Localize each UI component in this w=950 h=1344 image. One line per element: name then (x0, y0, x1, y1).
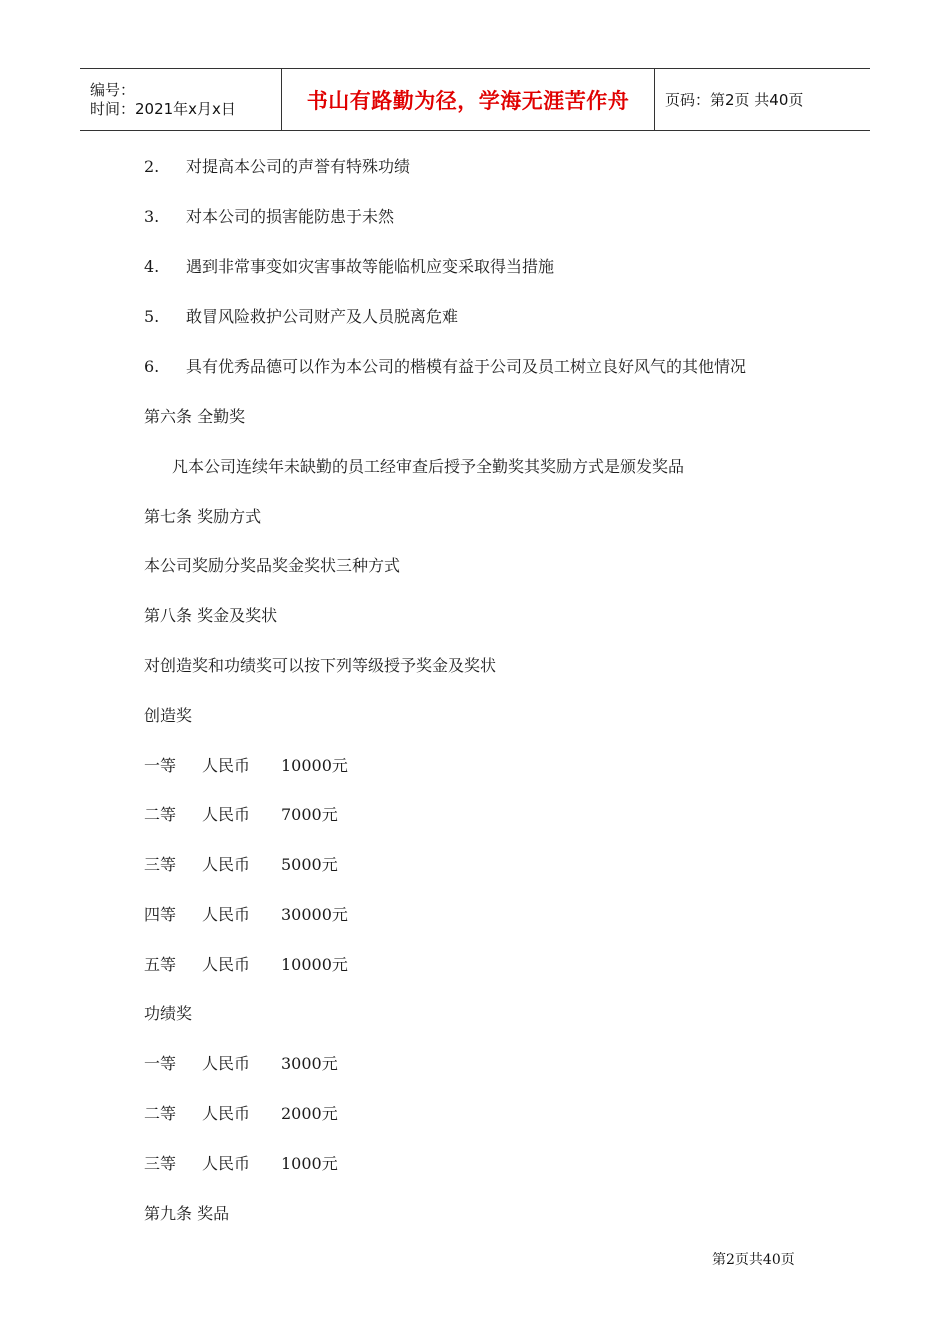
award-amount: 7000元 (281, 805, 338, 824)
award-row (144, 905, 348, 925)
list-item-number: 2. (144, 157, 160, 176)
header-page-label: 页码：第2页 共40页 (665, 91, 804, 109)
award-tier: 四等 (144, 905, 177, 924)
award-amount: 30000元 (281, 905, 348, 924)
list-item-text: 遇到非常事变如灾害事故等能临机应变采取得当措施 (186, 257, 555, 276)
award-amount: 2000元 (281, 1104, 338, 1123)
award-tier: 五等 (144, 955, 177, 974)
article6-title: 第六条 全勤奖 (144, 407, 246, 426)
list-item-text: 具有优秀品德可以作为本公司的楷模有益于公司及员工树立良好风气的其他情况 (186, 357, 747, 376)
list-item-number: 5. (144, 307, 160, 326)
article6-body: 凡本公司连续年未缺勤的员工经审查后授予全勤奖其奖励方式是颁发奖品 (172, 457, 685, 476)
list-item-number: 6. (144, 357, 160, 376)
number-label: 编号： (90, 80, 136, 99)
article7-title: 第七条 奖励方式 (144, 507, 262, 526)
award-amount: 10000元 (281, 955, 348, 974)
list-item-text: 敢冒风险救护公司财产及人员脱离危难 (186, 307, 459, 326)
award-amount: 1000元 (281, 1154, 338, 1173)
list-item (144, 357, 746, 377)
article9-title: 第九条 奖品 (144, 1204, 230, 1223)
article8-title: 第八条 奖金及奖状 (144, 606, 278, 625)
award-currency: 人民币 (202, 855, 251, 874)
award-currency: 人民币 (202, 1154, 251, 1173)
page-header (80, 68, 870, 131)
article7-body: 本公司奖励分奖品奖金奖状三种方式 (144, 556, 401, 575)
award-row (144, 855, 338, 875)
award-row (144, 1104, 338, 1124)
list-item (144, 257, 554, 277)
list-item-number: 4. (144, 257, 160, 276)
award-amount: 3000元 (281, 1054, 338, 1073)
header-motto: 书山有路勤为径，学海无涯苦作舟 (282, 69, 655, 130)
page-footer: 第2页共40页 (712, 1252, 795, 1268)
header-meta (80, 69, 282, 130)
time-label: 时间：2021年x月x日 (90, 99, 236, 118)
award-tier: 三等 (144, 1154, 177, 1173)
list-item-text: 对本公司的损害能防患于未然 (186, 207, 395, 226)
award-amount: 10000元 (281, 756, 348, 775)
award-currency: 人民币 (202, 955, 251, 974)
award-tier: 二等 (144, 805, 177, 824)
award-tier: 一等 (144, 756, 177, 775)
list-item (144, 307, 458, 327)
award-currency: 人民币 (202, 1104, 251, 1123)
award-row (144, 756, 348, 776)
list-item (144, 207, 394, 227)
award-row (144, 805, 338, 825)
award-row (144, 1054, 338, 1074)
award-currency: 人民币 (202, 905, 251, 924)
merit-award-title: 功绩奖 (144, 1004, 193, 1023)
creation-award-title: 创造奖 (144, 706, 193, 725)
list-item (144, 157, 410, 177)
award-amount: 5000元 (281, 855, 338, 874)
list-item-text: 对提高本公司的声誉有特殊功绩 (186, 157, 411, 176)
award-tier: 三等 (144, 855, 177, 874)
award-currency: 人民币 (202, 805, 251, 824)
award-currency: 人民币 (202, 756, 251, 775)
article8-body: 对创造奖和功绩奖可以按下列等级授予奖金及奖状 (144, 656, 497, 675)
award-currency: 人民币 (202, 1054, 251, 1073)
award-tier: 一等 (144, 1054, 177, 1073)
award-tier: 二等 (144, 1104, 177, 1123)
list-item-number: 3. (144, 207, 160, 226)
award-row (144, 1154, 338, 1174)
award-row (144, 955, 348, 975)
